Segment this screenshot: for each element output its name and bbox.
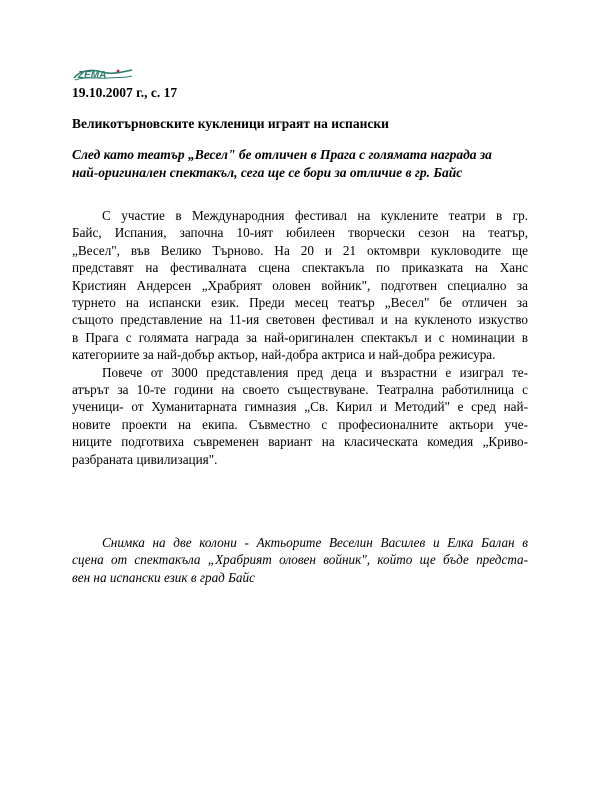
body-line: „Весел", във Велико Търново. На 20 и 21 октомври кукловодите ще bbox=[72, 242, 528, 258]
subhead-line: След като театър „Весел" бе отличен в Прага с голямата награда за bbox=[72, 147, 492, 162]
publication-dateline: 19.10.2007 г., с. 17 bbox=[72, 85, 178, 100]
caption-line: Снимка на две колони - Актьорите Веселин Василев и Елка Балан в bbox=[102, 535, 528, 550]
newspaper-logo bbox=[72, 66, 134, 86]
body-line: турнето на испански език. Преди месец театър „Весел" бе отличен за bbox=[72, 295, 528, 311]
article-headline: Великотърновските кукленици играят на испански bbox=[72, 116, 389, 131]
article-subheadline bbox=[72, 146, 530, 182]
body-line: Кристиян Андерсен „Храбрият оловен войник", подготвен специално за bbox=[72, 277, 528, 293]
article-body bbox=[72, 207, 528, 468]
body-line: разбраната цивилизация". bbox=[72, 451, 218, 467]
photo-caption bbox=[72, 534, 528, 586]
logo-mark bbox=[72, 66, 134, 86]
body-line: атърът за 10-те години на своето съществуване. Театрална работилница с bbox=[72, 382, 528, 398]
body-line: категориите за най-добър актьор, най-добра актриса и най-добра режисура. bbox=[72, 347, 496, 363]
subhead-line: най-оригинален спектакъл, сега ще се бори за отличие в гр. Байс bbox=[72, 165, 463, 180]
body-line: представят на фестивалната сцена спектакъла по приказката на Ханс bbox=[72, 260, 528, 276]
body-line: С участие в Международния фестивал на куклените театри в гр. bbox=[102, 208, 528, 223]
body-line: Повече от 3000 представления пред деца и възрастни е изиграл те- bbox=[102, 364, 528, 380]
body-line: ученици- от Хуманитарната гимназия „Св. Кирил и Методий" е сред най- bbox=[72, 399, 528, 415]
body-line: в Прага с голямата награда за най-оригинален спектакъл и с номинации в bbox=[72, 329, 528, 345]
caption-line: сцена от спектакъла „Храбрият оловен войник", който ще бъде предста- bbox=[72, 552, 528, 568]
caption-line: вен на испански език в град Байс bbox=[72, 569, 255, 585]
body-line: Байс, Испания, започна 10-ият юбилеен творчески сезон на театър, bbox=[72, 225, 528, 241]
body-line: същото представление на 11-ия световен фестивал и на кукленото изкуство bbox=[72, 312, 528, 328]
svg-text:ZEMA: ZEMA bbox=[78, 70, 107, 81]
body-line: ниците подготвиха съвременен вариант на класическата комедия „Криво- bbox=[72, 434, 528, 450]
body-line: новите проекти на екипа. Съвместно с професионалните актьори уче- bbox=[72, 416, 528, 432]
